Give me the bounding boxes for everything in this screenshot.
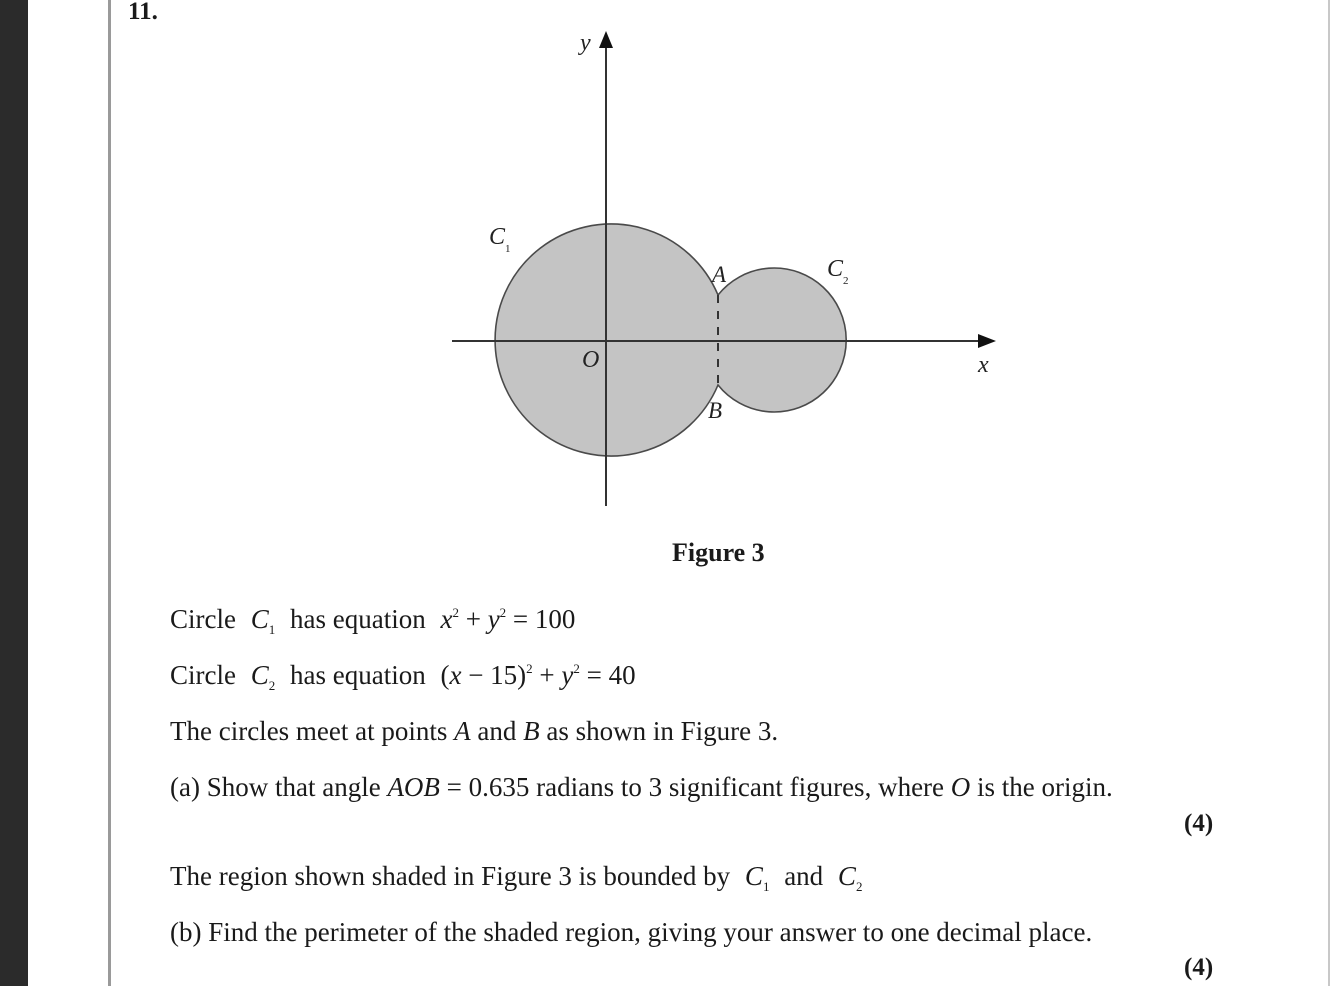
y-axis-arrow xyxy=(599,31,613,48)
question-number: 11. xyxy=(128,0,158,25)
circle-c1-label xyxy=(489,224,511,255)
c1-x: x xyxy=(440,604,453,634)
c2-symbol: C xyxy=(250,660,269,690)
c2-text-circle: Circle xyxy=(170,660,236,690)
region-text: The region shown shaded in Figure 3 is bounded by xyxy=(170,861,731,891)
c1-y-squared: 2 xyxy=(499,605,507,620)
c2-equals-value: = 40 xyxy=(586,660,636,690)
c1-text-has-equation: has equation xyxy=(290,604,426,634)
part-a-origin-o: O xyxy=(950,772,971,802)
region-and: and xyxy=(784,861,824,891)
c1-equals-value: = 100 xyxy=(512,604,576,634)
intersection-statement xyxy=(170,716,778,747)
part-b-question: (b) Find the perimeter of the shaded region, giving your answer to one decimal place. xyxy=(170,917,1093,947)
c2-x: x xyxy=(449,660,462,690)
shaded-region-statement xyxy=(170,861,862,895)
meet-point-b: B xyxy=(523,716,540,746)
circle-c2-subscript: 2 xyxy=(843,275,849,287)
y-axis-label: y xyxy=(580,30,591,56)
x-axis-arrow xyxy=(978,334,996,348)
figure-caption: Figure 3 xyxy=(672,538,765,567)
meet-text-2: as shown in Figure 3. xyxy=(546,716,779,746)
region-c1-subscript: 1 xyxy=(762,879,770,894)
circle-c2-label xyxy=(827,256,849,287)
part-a-text-1: (a) Show that angle xyxy=(170,772,381,802)
circle-c2-letter: C xyxy=(827,256,844,282)
region-c1: C xyxy=(744,861,763,891)
c1-symbol: C xyxy=(250,604,269,634)
c1-subscript: 1 xyxy=(268,622,276,637)
circle-c1-statement xyxy=(170,604,575,638)
c2-bracket-squared: 2 xyxy=(526,661,533,676)
c1-y: y xyxy=(487,604,500,634)
c1-plus: + xyxy=(465,604,481,634)
circle-c1-subscript: 1 xyxy=(505,243,511,255)
part-a-question xyxy=(170,772,1113,803)
c2-minus-15: − 15) xyxy=(468,660,527,690)
circle-c2-statement xyxy=(170,660,636,694)
part-a-text-3: is the origin. xyxy=(977,772,1113,802)
part-a-marks: (4) xyxy=(1184,810,1214,837)
part-b-marks: (4) xyxy=(1184,954,1214,981)
c2-text-has-equation: has equation xyxy=(290,660,426,690)
part-a-text-2: = 0.635 radians to 3 significant figures, where xyxy=(446,772,945,802)
region-c2: C xyxy=(837,861,856,891)
point-b-label: B xyxy=(708,398,723,423)
x-axis-label: x xyxy=(978,352,989,378)
point-a-label: A xyxy=(712,262,727,287)
c2-y-squared: 2 xyxy=(573,661,580,676)
c2-subscript: 2 xyxy=(268,678,276,693)
region-c2-subscript: 2 xyxy=(855,879,863,894)
circle-c1-letter: C xyxy=(489,224,506,250)
origin-label: O xyxy=(582,347,600,373)
meet-text-1: The circles meet at points xyxy=(170,716,448,746)
c1-text-circle: Circle xyxy=(170,604,236,634)
c2-open-paren: ( xyxy=(440,660,450,690)
meet-and: and xyxy=(477,716,517,746)
c2-y: y xyxy=(561,660,574,690)
meet-point-a: A xyxy=(454,716,471,746)
c2-plus: + xyxy=(539,660,555,690)
c1-x-squared: 2 xyxy=(452,605,459,620)
part-a-angle-aob: AOB xyxy=(387,772,440,802)
